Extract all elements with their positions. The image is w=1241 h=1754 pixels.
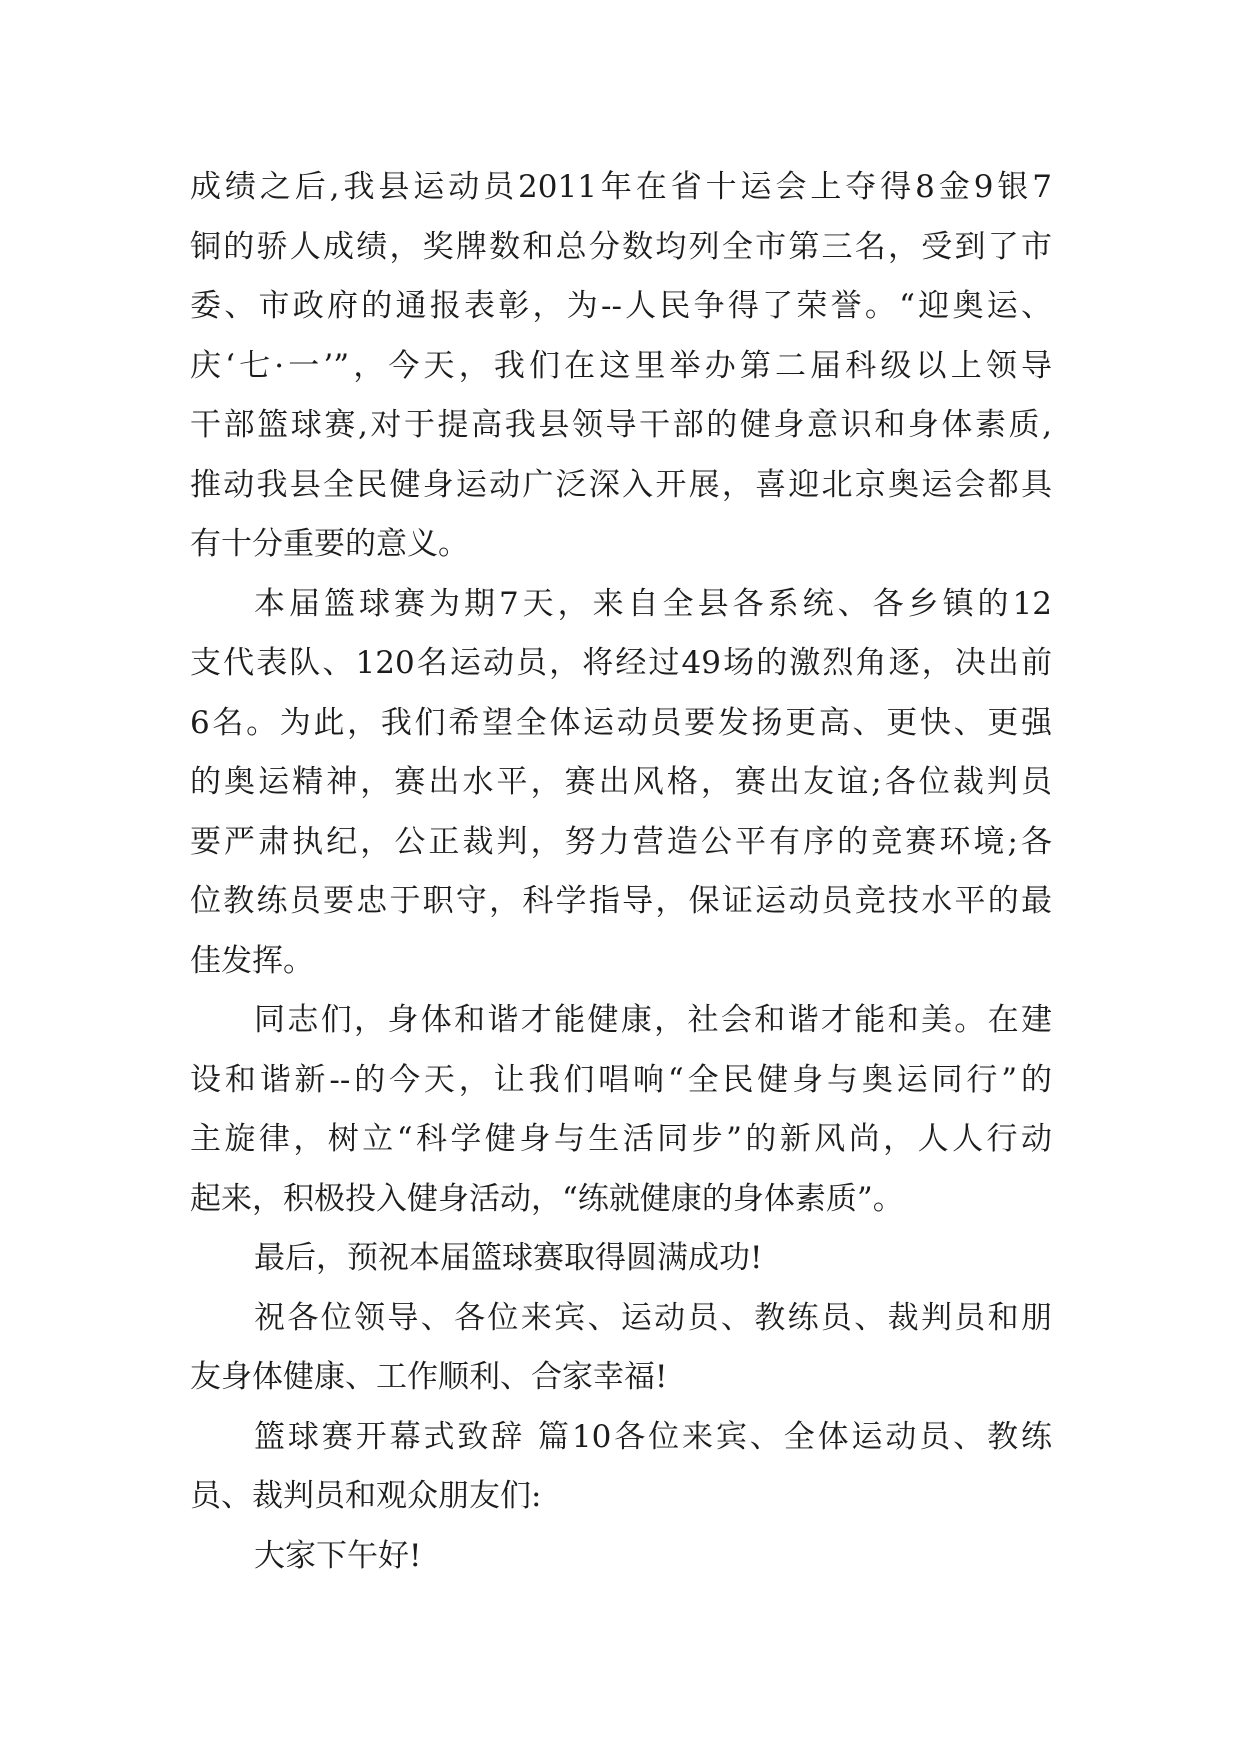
text-line: 的奥运精神，赛出水平，赛出风格，赛出友谊;各位裁判员 <box>190 764 1052 800</box>
text-line: 最后，预祝本届篮球赛取得圆满成功! <box>254 1240 763 1276</box>
text-line: 佳发挥。 <box>190 942 314 979</box>
text-line: 同志们，身体和谐才能健康，社会和谐才能和美。在建 <box>254 1002 1052 1038</box>
text-line: 设和谐新--的今天，让我们唱响“全民健身与奥运同行”的 <box>190 1061 1052 1098</box>
text-line: 起来，积极投入健身活动，“练就健康的身体素质”。 <box>190 1180 904 1217</box>
text-line: 本届篮球赛为期7天，来自全县各系统、各乡镇的12 <box>254 585 1052 622</box>
text-line: 成绩之后,我县运动员2011年在省十运会上夺得8金9银7 <box>190 169 1052 205</box>
text-line: 有十分重要的意义。 <box>190 526 469 562</box>
text-line: 6名。为此，我们希望全体运动员要发扬更高、更快、更强 <box>190 704 1052 741</box>
text-line: 推动我县全民健身运动广泛深入开展，喜迎北京奥运会都具 <box>190 466 1052 503</box>
text-line: 支代表队、120名运动员，将经过49场的激烈角逐，决出前 <box>190 645 1052 681</box>
text-line: 祝各位领导、各位来宾、运动员、教练员、裁判员和朋 <box>254 1299 1052 1336</box>
text-line: 庆‘七·一’”，今天，我们在这里举办第二届科级以上领导 <box>190 347 1052 384</box>
text-line: 铜的骄人成绩，奖牌数和总分数均列全市第三名，受到了市 <box>190 228 1052 265</box>
text-line: 委、市政府的通报表彰，为--人民争得了荣誉。“迎奥运、 <box>190 288 1052 324</box>
text-line: 位教练员要忠于职守，科学指导，保证运动员竞技水平的最 <box>190 883 1052 919</box>
document-body-text <box>190 158 1052 1586</box>
text-line: 员、裁判员和观众朋友们: <box>190 1478 542 1514</box>
text-line: 干部篮球赛,对于提高我县领导干部的健身意识和身体素质, <box>190 407 1052 443</box>
text-line: 大家下午好! <box>254 1537 422 1574</box>
text-line: 篮球赛开幕式致辞 篇10各位来宾、全体运动员、教练 <box>254 1418 1052 1455</box>
text-line: 友身体健康、工作顺利、合家幸福! <box>190 1359 668 1395</box>
text-line: 主旋律，树立“科学健身与生活同步”的新风尚，人人行动 <box>190 1121 1052 1157</box>
text-line: 要严肃执纪，公正裁判，努力营造公平有序的竞赛环境;各 <box>190 823 1052 860</box>
